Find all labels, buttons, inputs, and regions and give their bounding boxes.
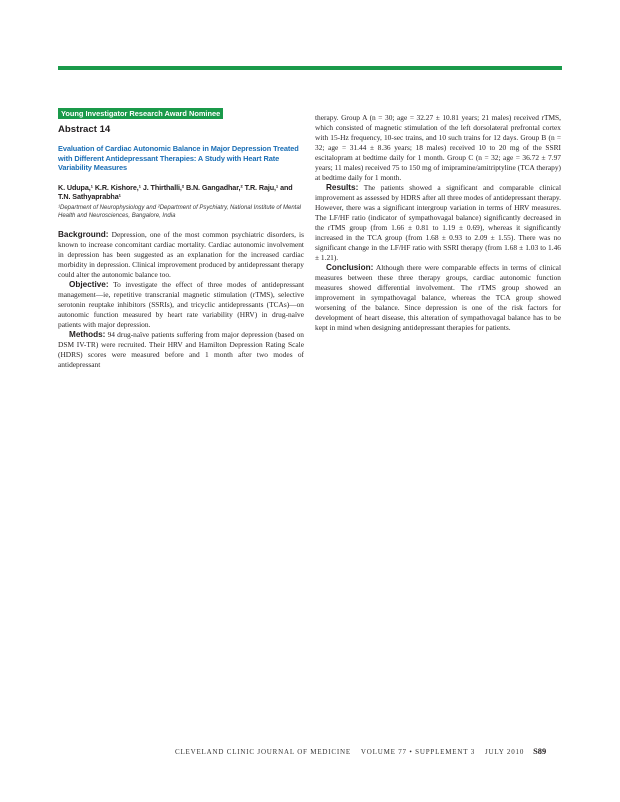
footer-volume: VOLUME 77 • SUPPLEMENT 3	[360, 748, 476, 756]
conclusion-heading: Conclusion:	[326, 263, 374, 272]
footer-page-number: S89	[533, 747, 547, 756]
methods-text: 94 drug-naïve patients suffering from major depression (based on DSM IV-TR) were recruited. Their HRV and Hamilton Depression Rating Scale (HDRS) scores were measured before and 1 month after two modes of antidepressant	[58, 329, 304, 369]
results-heading: Results:	[326, 183, 359, 192]
award-badge: Young Investigator Research Award Nominee	[58, 108, 223, 119]
methods-heading: Methods:	[69, 329, 106, 339]
results-paragraph	[315, 183, 561, 263]
background-text: Depression, one of the most common psychiatric disorders, is known to increase concomitant cardiac mortality. Cardiac autonomic involvement in depression has been suggested as an explanation for the increased cardiac morbidity in depression. Clinical improvement produced by antidepressant therapy could alter the autonomic balance too.	[58, 229, 304, 279]
conclusion-text: Although there were comparable effects in terms of clinical measures between these three therapy groups, cardiac autonomic function measures showed differential involvement. The rTMS group showed an improvement in sympathovagal balance, whereas the TCA group showed worsening of the balance. Since depression is one of the risk factors for development of heart disease, this alteration of sympathovagal balance has to be kept in mind when designing antidepressant therapies for patients.	[315, 263, 561, 332]
author-list: K. Udupa,¹ K.R. Kishore,¹ J. Thirthalli,² B.N. Gangadhar,² T.R. Raju,¹ and T.N. Sathyaprabha¹	[58, 182, 293, 201]
objective-heading: Objective:	[69, 279, 109, 289]
right-column	[315, 113, 561, 333]
left-column	[58, 103, 304, 370]
results-text: The patients showed a significant and comparable clinical improvement as assessed by HDRS after all three modes of antidepressant therapy. However, there was a significant intergroup variation in terms of HRV measures. The LF/HF ratio (indicator of sympathovagal balance) significantly decreased in the rTMS group (from 1.66 ± 0.81 to 1.19 ± 0.69), whereas it significantly increased in the TCA group (from 1.68 ± 0.93 to 2.09 ± 1.55). There was no significant change in the LF/HF ratio with SSRI therapy (from 1.68 ± 1.03 to 1.46 ± 1.21).	[315, 183, 561, 262]
page-footer	[175, 747, 562, 756]
methods-paragraph	[58, 330, 304, 370]
methods-continued-paragraph	[315, 113, 561, 183]
background-heading: Background:	[58, 229, 109, 239]
affiliation: ¹Department of Neurophysiology and ²Department of Psychiatry, National Institute of Mental Health and Neurosciences, Bangalore, India	[58, 204, 302, 220]
footer-journal: CLEVELAND CLINIC JOURNAL OF MEDICINE	[175, 748, 351, 756]
top-green-rule	[58, 66, 562, 70]
abstract-title: Evaluation of Cardiac Autonomic Balance in Major Depression Treated with Different Antidepressant Therapies: A Study with Heart Rate Variability Measures	[58, 144, 299, 172]
objective-text: To investigate the effect of three modes of antidepressant management—ie, repetitive transcranial magnetic stimulation (rTMS), selective serotonin reuptake inhibitors (SSRIs), and tricyclic antidepressants (TCAs)—on autonomic function measured by heart rate variability (HRV) in drug-naïve patients with major depression.	[58, 279, 304, 329]
abstract-number: Abstract 14	[58, 124, 111, 135]
background-paragraph	[58, 230, 304, 280]
conclusion-paragraph	[315, 263, 561, 333]
footer-date: JULY 2010	[485, 748, 525, 756]
objective-paragraph	[58, 280, 304, 330]
methods-continued-text: therapy. Group A (n = 30; age = 32.27 ± 10.81 years; 21 males) received rTMS, which consisted of magnetic stimulation of the left dorsolateral prefrontal cortex with 15-Hz frequency, 10-sec trains, and 10 such trains for 12 days. Group B (n = 32; age = 31.44 ± 8.36 years; 18 males) received 10 to 20 mg of the SSRI escitalopram at bedtime daily for 1 month. Group C (n = 32; age = 36.72 ± 7.97 years; 11 males) received 75 to 150 mg of imipramine/amitriptyline (TCA therapy) at bedtime daily for 1 month.	[315, 113, 561, 182]
